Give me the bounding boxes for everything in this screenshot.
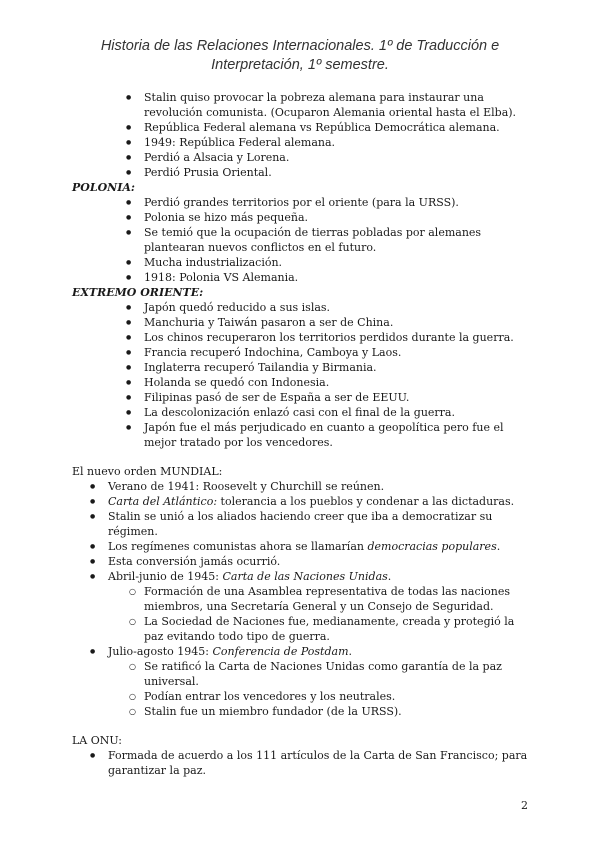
- un-charter-emphasis: Carta de las Naciones Unidas: [222, 570, 388, 583]
- list-item: ● Verano de 1941: Roosevelt y Churchill se reúnen.: [72, 479, 532, 494]
- spacer: [72, 719, 532, 733]
- list-item: ● Perdió grandes territorios por el oriente (para la URSS).: [72, 195, 532, 210]
- far-east-list: [72, 300, 532, 450]
- document-header: [60, 37, 540, 75]
- atlantic-charter-text: tolerancia a los pueblos y condenar a las dictaduras.: [217, 495, 515, 508]
- list-item: ● Francia recuperó Indochina, Camboya y Laos.: [72, 345, 532, 360]
- list-item: ● Filipinas pasó de ser de España a ser de EEUU.: [72, 390, 532, 405]
- list-item: ● 1949: República Federal alemana.: [72, 135, 532, 150]
- potsdam-end: .: [348, 645, 352, 658]
- list-item: ● Mucha industrialización.: [72, 255, 532, 270]
- header-line-2: Interpretación, 1º semestre.: [211, 57, 389, 73]
- un-charter-end: .: [387, 570, 392, 583]
- sublist-item: ○ Podían entrar los vencedores y los neutrales.: [72, 689, 532, 704]
- list-item: ● Perdió a Alsacia y Lorena.: [72, 150, 532, 165]
- communist-regimes-emphasis: democracias populares: [367, 540, 497, 553]
- list-item: ● 1918: Polonia VS Alemania.: [72, 270, 532, 285]
- list-item: [72, 494, 532, 509]
- section-title-poland: POLONIA:: [72, 181, 135, 194]
- list-item: ● Stalin quiso provocar la pobreza alemana para instaurar una revolución comunista. (Ocuparon Alemania oriental hasta el Elba).: [72, 90, 532, 120]
- poland-list: [72, 195, 532, 285]
- list-item: ● Inglaterra recuperó Tailandia y Birmania.: [72, 360, 532, 375]
- spacer: [72, 450, 532, 464]
- potsdam-text: Julio-agosto 1945:: [108, 645, 213, 658]
- list-item: ● Japón fue el más perjudicado en cuanto a geopolítica pero fue el mejor tratado por los vencedores.: [72, 420, 532, 450]
- section-title-onu: LA ONU:: [72, 734, 122, 747]
- list-item: ● Perdió Prusia Oriental.: [72, 165, 532, 180]
- list-item: ● Stalin se unió a los aliados haciendo creer que iba a democratizar su régimen.: [72, 509, 532, 539]
- list-item: ● La descolonización enlazó casi con el final de la guerra.: [72, 405, 532, 420]
- list-item: [72, 644, 532, 719]
- list-item: ● Formada de acuerdo a los 111 artículos de la Carta de San Francisco; para garantizar la paz.: [72, 748, 532, 778]
- page-number: 2: [521, 799, 528, 812]
- sublist-item: ○ La Sociedad de Naciones fue, medianamente, creada y protegió la paz evitando todo tipo de guerra.: [72, 614, 532, 644]
- list-item: ● Polonia se hizo más pequeña.: [72, 210, 532, 225]
- un-charter-text: Abril-junio de 1945:: [108, 570, 223, 583]
- potsdam-sublist: [72, 659, 532, 719]
- list-item: ● Los chinos recuperaron los territorios perdidos durante la guerra.: [72, 330, 532, 345]
- list-item: ● Manchuria y Taiwán pasaron a ser de China.: [72, 315, 532, 330]
- onu-list: [72, 748, 532, 778]
- new-order-list: [72, 479, 532, 719]
- sublist-item: ○ Se ratificó la Carta de Naciones Unidas como garantía de la paz universal.: [72, 659, 532, 689]
- list-item: [72, 539, 532, 554]
- list-item: [72, 569, 532, 644]
- germany-list: [72, 90, 532, 180]
- sublist-item: ○ Stalin fue un miembro fundador (de la URSS).: [72, 704, 532, 719]
- list-item: ● Holanda se quedó con Indonesia.: [72, 375, 532, 390]
- section-title-new-order: El nuevo orden MUNDIAL:: [72, 465, 223, 478]
- list-item: ● Esta conversión jamás ocurrió.: [72, 554, 532, 569]
- list-item: ● Se temió que la ocupación de tierras pobladas por alemanes plantearan nuevos conflictos en el futuro.: [72, 225, 532, 255]
- communist-regimes-end: .: [496, 540, 501, 553]
- list-item: ● Japón quedó reducido a sus islas.: [72, 300, 532, 315]
- potsdam-emphasis: Conferencia de Postdam: [212, 645, 349, 658]
- atlantic-charter-title: Carta del Atlántico:: [108, 495, 218, 508]
- document-body: [72, 90, 532, 778]
- communist-regimes-text: Los regímenes comunistas ahora se llamarían: [108, 540, 368, 553]
- section-title-far-east: EXTREMO ORIENTE:: [72, 286, 204, 299]
- header-line-1: Historia de las Relaciones Internacionales. 1º de Traducción e: [100, 38, 500, 54]
- list-item: ● República Federal alemana vs República Democrática alemana.: [72, 120, 532, 135]
- un-charter-sublist: [72, 584, 532, 644]
- sublist-item: ○ Formación de una Asamblea representativa de todas las naciones miembros, una Secretaría General y un Consejo de Seguridad.: [72, 584, 532, 614]
